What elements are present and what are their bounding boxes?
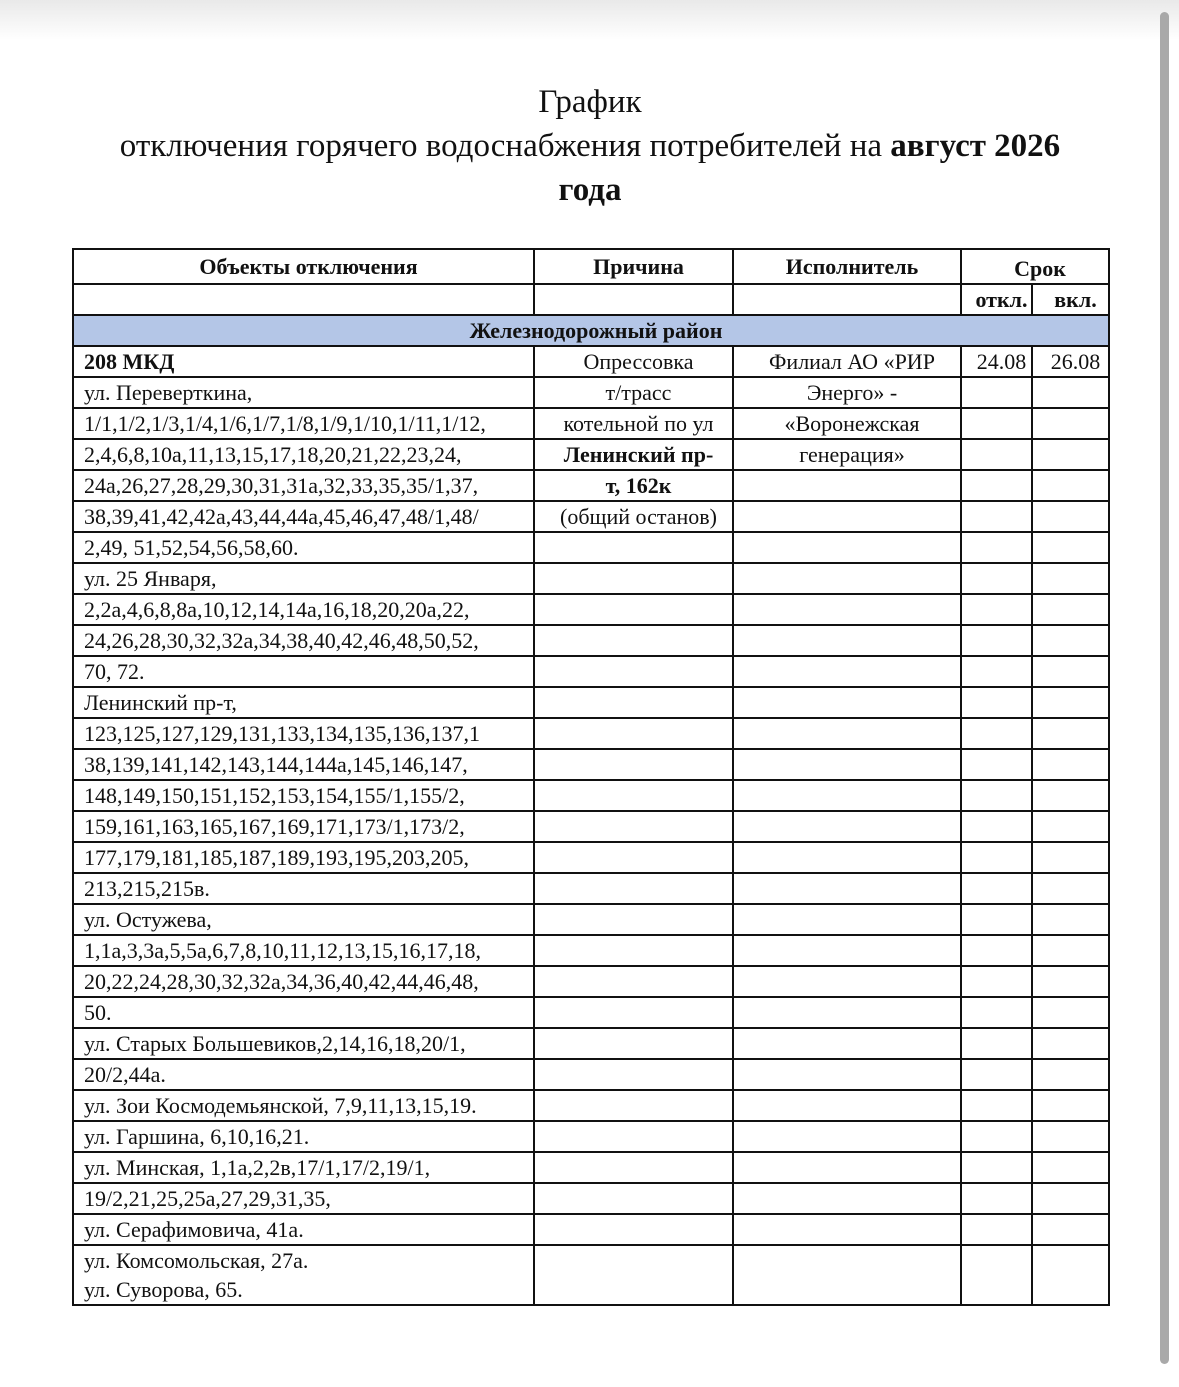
table-row — [73, 687, 1109, 718]
object-cell: 70, 72. — [73, 656, 534, 687]
object-cell: ул. Переверткина, — [73, 377, 534, 408]
off-date-cell — [961, 1090, 1032, 1121]
on-date-cell — [1032, 501, 1109, 532]
executor-cell — [733, 935, 961, 966]
table-row — [73, 532, 1109, 563]
executor-cell — [733, 1028, 961, 1059]
off-date-cell — [961, 1028, 1032, 1059]
table-row — [73, 408, 1109, 439]
object-cell — [73, 1245, 534, 1305]
executor-cell — [733, 594, 961, 625]
off-date-cell: 24.08 — [961, 346, 1032, 377]
off-date-cell — [961, 1152, 1032, 1183]
table-row — [73, 377, 1109, 408]
table-row — [73, 780, 1109, 811]
table-row — [73, 1059, 1109, 1090]
executor-cell — [733, 1214, 961, 1245]
object-line: ул. Комсомольская, 27а. — [84, 1248, 309, 1273]
table-row — [73, 718, 1109, 749]
reason-cell — [534, 1214, 733, 1245]
on-date-cell — [1032, 842, 1109, 873]
off-date-cell — [961, 408, 1032, 439]
executor-cell: Филиал АО «РИР — [733, 346, 961, 377]
executor-cell — [733, 532, 961, 563]
table-row — [73, 563, 1109, 594]
table-row — [73, 470, 1109, 501]
executor-cell — [733, 718, 961, 749]
on-date-cell — [1032, 594, 1109, 625]
off-date-cell — [961, 1214, 1032, 1245]
title-line2-bold: август 2026 — [890, 128, 1061, 164]
object-cell: ул. Остужева, — [73, 904, 534, 935]
title-line1: График — [538, 84, 642, 120]
object-cell: ул. Зои Космодемьянской, 7,9,11,13,15,19. — [73, 1090, 534, 1121]
on-date-cell — [1032, 873, 1109, 904]
on-date-cell — [1032, 904, 1109, 935]
reason-cell — [534, 873, 733, 904]
table-row — [73, 1183, 1109, 1214]
off-date-cell — [961, 842, 1032, 873]
on-date-cell — [1032, 1183, 1109, 1214]
executor-cell — [733, 1090, 961, 1121]
table-row — [73, 1028, 1109, 1059]
off-date-cell — [961, 656, 1032, 687]
subheader-empty-objects — [73, 284, 534, 315]
off-date-cell — [961, 904, 1032, 935]
reason-cell — [534, 842, 733, 873]
header-executor: Исполнитель — [733, 249, 961, 284]
header-objects: Объекты отключения — [73, 249, 534, 284]
object-cell: 2,4,6,8,10а,11,13,15,17,18,20,21,22,23,24, — [73, 439, 534, 470]
object-cell: 38,139,141,142,143,144,144а,145,146,147, — [73, 749, 534, 780]
off-date-cell — [961, 532, 1032, 563]
off-date-cell — [961, 501, 1032, 532]
table-row — [73, 997, 1109, 1028]
on-date-cell — [1032, 687, 1109, 718]
executor-cell — [733, 873, 961, 904]
reason-cell — [534, 1028, 733, 1059]
header-row — [73, 249, 1109, 284]
district-row — [73, 315, 1109, 346]
object-cell: 20/2,44а. — [73, 1059, 534, 1090]
off-date-cell — [961, 780, 1032, 811]
executor-cell — [733, 1121, 961, 1152]
reason-cell: т/трасс — [534, 377, 733, 408]
reason-cell: Ленинский пр- — [534, 439, 733, 470]
on-date-cell — [1032, 780, 1109, 811]
header-off: откл. — [961, 284, 1032, 315]
object-line: ул. Суворова, 65. — [84, 1277, 243, 1302]
reason-cell — [534, 625, 733, 656]
off-date-cell — [961, 873, 1032, 904]
reason-cell — [534, 904, 733, 935]
off-date-cell — [961, 997, 1032, 1028]
executor-cell — [733, 470, 961, 501]
object-cell: ул. 25 Января, — [73, 563, 534, 594]
off-date-cell — [961, 718, 1032, 749]
object-cell: ул. Минская, 1,1а,2,2в,17/1,17/2,19/1, — [73, 1152, 534, 1183]
executor-cell — [733, 780, 961, 811]
executor-cell — [733, 563, 961, 594]
on-date-cell — [1032, 935, 1109, 966]
header-term: Срок — [961, 249, 1109, 284]
header-reason: Причина — [534, 249, 733, 284]
reason-cell — [534, 532, 733, 563]
off-date-cell — [961, 687, 1032, 718]
off-date-cell — [961, 439, 1032, 470]
on-date-cell — [1032, 1090, 1109, 1121]
table-row — [73, 811, 1109, 842]
object-cell: 19/2,21,25,25а,27,29,31,35, — [73, 1183, 534, 1214]
executor-cell — [733, 1245, 961, 1305]
title-line2-regular: отключения горячего водоснабжения потребителей на — [119, 128, 883, 164]
reason-cell — [534, 718, 733, 749]
object-cell: 50. — [73, 997, 534, 1028]
subheader-row — [73, 284, 1109, 315]
reason-cell: (общий останов) — [534, 501, 733, 532]
reason-cell — [534, 780, 733, 811]
on-date-cell — [1032, 470, 1109, 501]
reason-cell — [534, 749, 733, 780]
table-row — [73, 1152, 1109, 1183]
top-shade — [0, 0, 1179, 40]
reason-cell — [534, 997, 733, 1028]
reason-cell — [534, 1059, 733, 1090]
off-date-cell — [961, 1245, 1032, 1305]
table-row — [73, 966, 1109, 997]
object-cell: ул. Гаршина, 6,10,16,21. — [73, 1121, 534, 1152]
on-date-cell — [1032, 408, 1109, 439]
on-date-cell — [1032, 997, 1109, 1028]
on-date-cell — [1032, 1028, 1109, 1059]
scrollbar[interactable] — [1160, 12, 1169, 1364]
table-row — [73, 935, 1109, 966]
title-line3-bold: года — [558, 172, 622, 208]
table-row — [73, 656, 1109, 687]
on-date-cell — [1032, 439, 1109, 470]
reason-cell — [534, 1121, 733, 1152]
on-date-cell — [1032, 1059, 1109, 1090]
object-cell: 24а,26,27,28,29,30,31,31а,32,33,35,35/1,37, — [73, 470, 534, 501]
object-cell: 148,149,150,151,152,153,154,155/1,155/2, — [73, 780, 534, 811]
reason-cell: Опрессовка — [534, 346, 733, 377]
reason-cell — [534, 656, 733, 687]
executor-cell — [733, 501, 961, 532]
on-date-cell — [1032, 377, 1109, 408]
title-line3 — [72, 168, 1108, 212]
reason-cell — [534, 563, 733, 594]
off-date-cell — [961, 1121, 1032, 1152]
table-row — [73, 346, 1109, 377]
subheader-empty-reason — [534, 284, 733, 315]
object-cell: 2,49, 51,52,54,56,58,60. — [73, 532, 534, 563]
off-date-cell — [961, 625, 1032, 656]
executor-cell — [733, 966, 961, 997]
schedule-table — [72, 248, 1110, 1306]
off-date-cell — [961, 1183, 1032, 1214]
executor-cell — [733, 904, 961, 935]
reason-cell — [534, 1245, 733, 1305]
off-date-cell — [961, 594, 1032, 625]
off-date-cell — [961, 563, 1032, 594]
on-date-cell — [1032, 1245, 1109, 1305]
off-date-cell — [961, 1059, 1032, 1090]
object-cell: Ленинский пр-т, — [73, 687, 534, 718]
off-date-cell — [961, 377, 1032, 408]
object-cell: 20,22,24,28,30,32,32а,34,36,40,42,44,46,48, — [73, 966, 534, 997]
on-date-cell — [1032, 749, 1109, 780]
on-date-cell — [1032, 1152, 1109, 1183]
on-date-cell — [1032, 563, 1109, 594]
object-cell: 1,1а,3,3а,5,5а,6,7,8,10,11,12,13,15,16,17,18, — [73, 935, 534, 966]
reason-cell — [534, 687, 733, 718]
off-date-cell — [961, 966, 1032, 997]
table-row — [73, 439, 1109, 470]
table-row — [73, 904, 1109, 935]
district-name: Железнодорожный район — [73, 315, 1109, 346]
object-cell: 159,161,163,165,167,169,171,173/1,173/2, — [73, 811, 534, 842]
reason-cell: котельной по ул — [534, 408, 733, 439]
executor-cell — [733, 625, 961, 656]
executor-cell — [733, 687, 961, 718]
on-date-cell — [1032, 1121, 1109, 1152]
object-cell: 123,125,127,129,131,133,134,135,136,137,1 — [73, 718, 534, 749]
executor-cell — [733, 997, 961, 1028]
on-date-cell — [1032, 966, 1109, 997]
table-row — [73, 594, 1109, 625]
executor-cell — [733, 656, 961, 687]
executor-cell: «Воронежская — [733, 408, 961, 439]
object-cell: 1/1,1/2,1/3,1/4,1/6,1/7,1/8,1/9,1/10,1/11,1/12, — [73, 408, 534, 439]
table-row — [73, 501, 1109, 532]
on-date-cell — [1032, 811, 1109, 842]
off-date-cell — [961, 470, 1032, 501]
on-date-cell — [1032, 532, 1109, 563]
on-date-cell — [1032, 656, 1109, 687]
on-date-cell: 26.08 — [1032, 346, 1109, 377]
table-row — [73, 873, 1109, 904]
on-date-cell — [1032, 718, 1109, 749]
object-cell: 177,179,181,185,187,189,193,195,203,205, — [73, 842, 534, 873]
object-cell: ул. Серафимовича, 41а. — [73, 1214, 534, 1245]
reason-cell — [534, 594, 733, 625]
table-row — [73, 1214, 1109, 1245]
executor-cell: Энерго» - — [733, 377, 961, 408]
executor-cell: генерация» — [733, 439, 961, 470]
reason-cell: т, 162к — [534, 470, 733, 501]
reason-cell — [534, 811, 733, 842]
executor-cell — [733, 811, 961, 842]
executor-cell — [733, 1183, 961, 1214]
title-line2 — [72, 124, 1108, 168]
header-on: вкл. — [1032, 284, 1109, 315]
table-row — [73, 625, 1109, 656]
executor-cell — [733, 1152, 961, 1183]
executor-cell — [733, 749, 961, 780]
object-cell: 24,26,28,30,32,32а,34,38,40,42,46,48,50,52, — [73, 625, 534, 656]
object-cell: ул. Старых Большевиков,2,14,16,18,20/1, — [73, 1028, 534, 1059]
table-row — [73, 1245, 1109, 1305]
object-cell: 38,39,41,42,42а,43,44,44а,45,46,47,48/1,48/ — [73, 501, 534, 532]
on-date-cell — [1032, 625, 1109, 656]
executor-cell — [733, 842, 961, 873]
table-row — [73, 749, 1109, 780]
reason-cell — [534, 1090, 733, 1121]
table-row — [73, 1090, 1109, 1121]
executor-cell — [733, 1059, 961, 1090]
on-date-cell — [1032, 1214, 1109, 1245]
subheader-empty-executor — [733, 284, 961, 315]
document-title — [72, 80, 1108, 212]
reason-cell — [534, 935, 733, 966]
object-cell: 213,215,215в. — [73, 873, 534, 904]
off-date-cell — [961, 935, 1032, 966]
object-cell: 208 МКД — [73, 346, 534, 377]
object-cell: 2,2а,4,6,8,8а,10,12,14,14а,16,18,20,20а,22, — [73, 594, 534, 625]
table-row — [73, 842, 1109, 873]
off-date-cell — [961, 811, 1032, 842]
reason-cell — [534, 966, 733, 997]
off-date-cell — [961, 749, 1032, 780]
reason-cell — [534, 1183, 733, 1214]
table-row — [73, 1121, 1109, 1152]
reason-cell — [534, 1152, 733, 1183]
